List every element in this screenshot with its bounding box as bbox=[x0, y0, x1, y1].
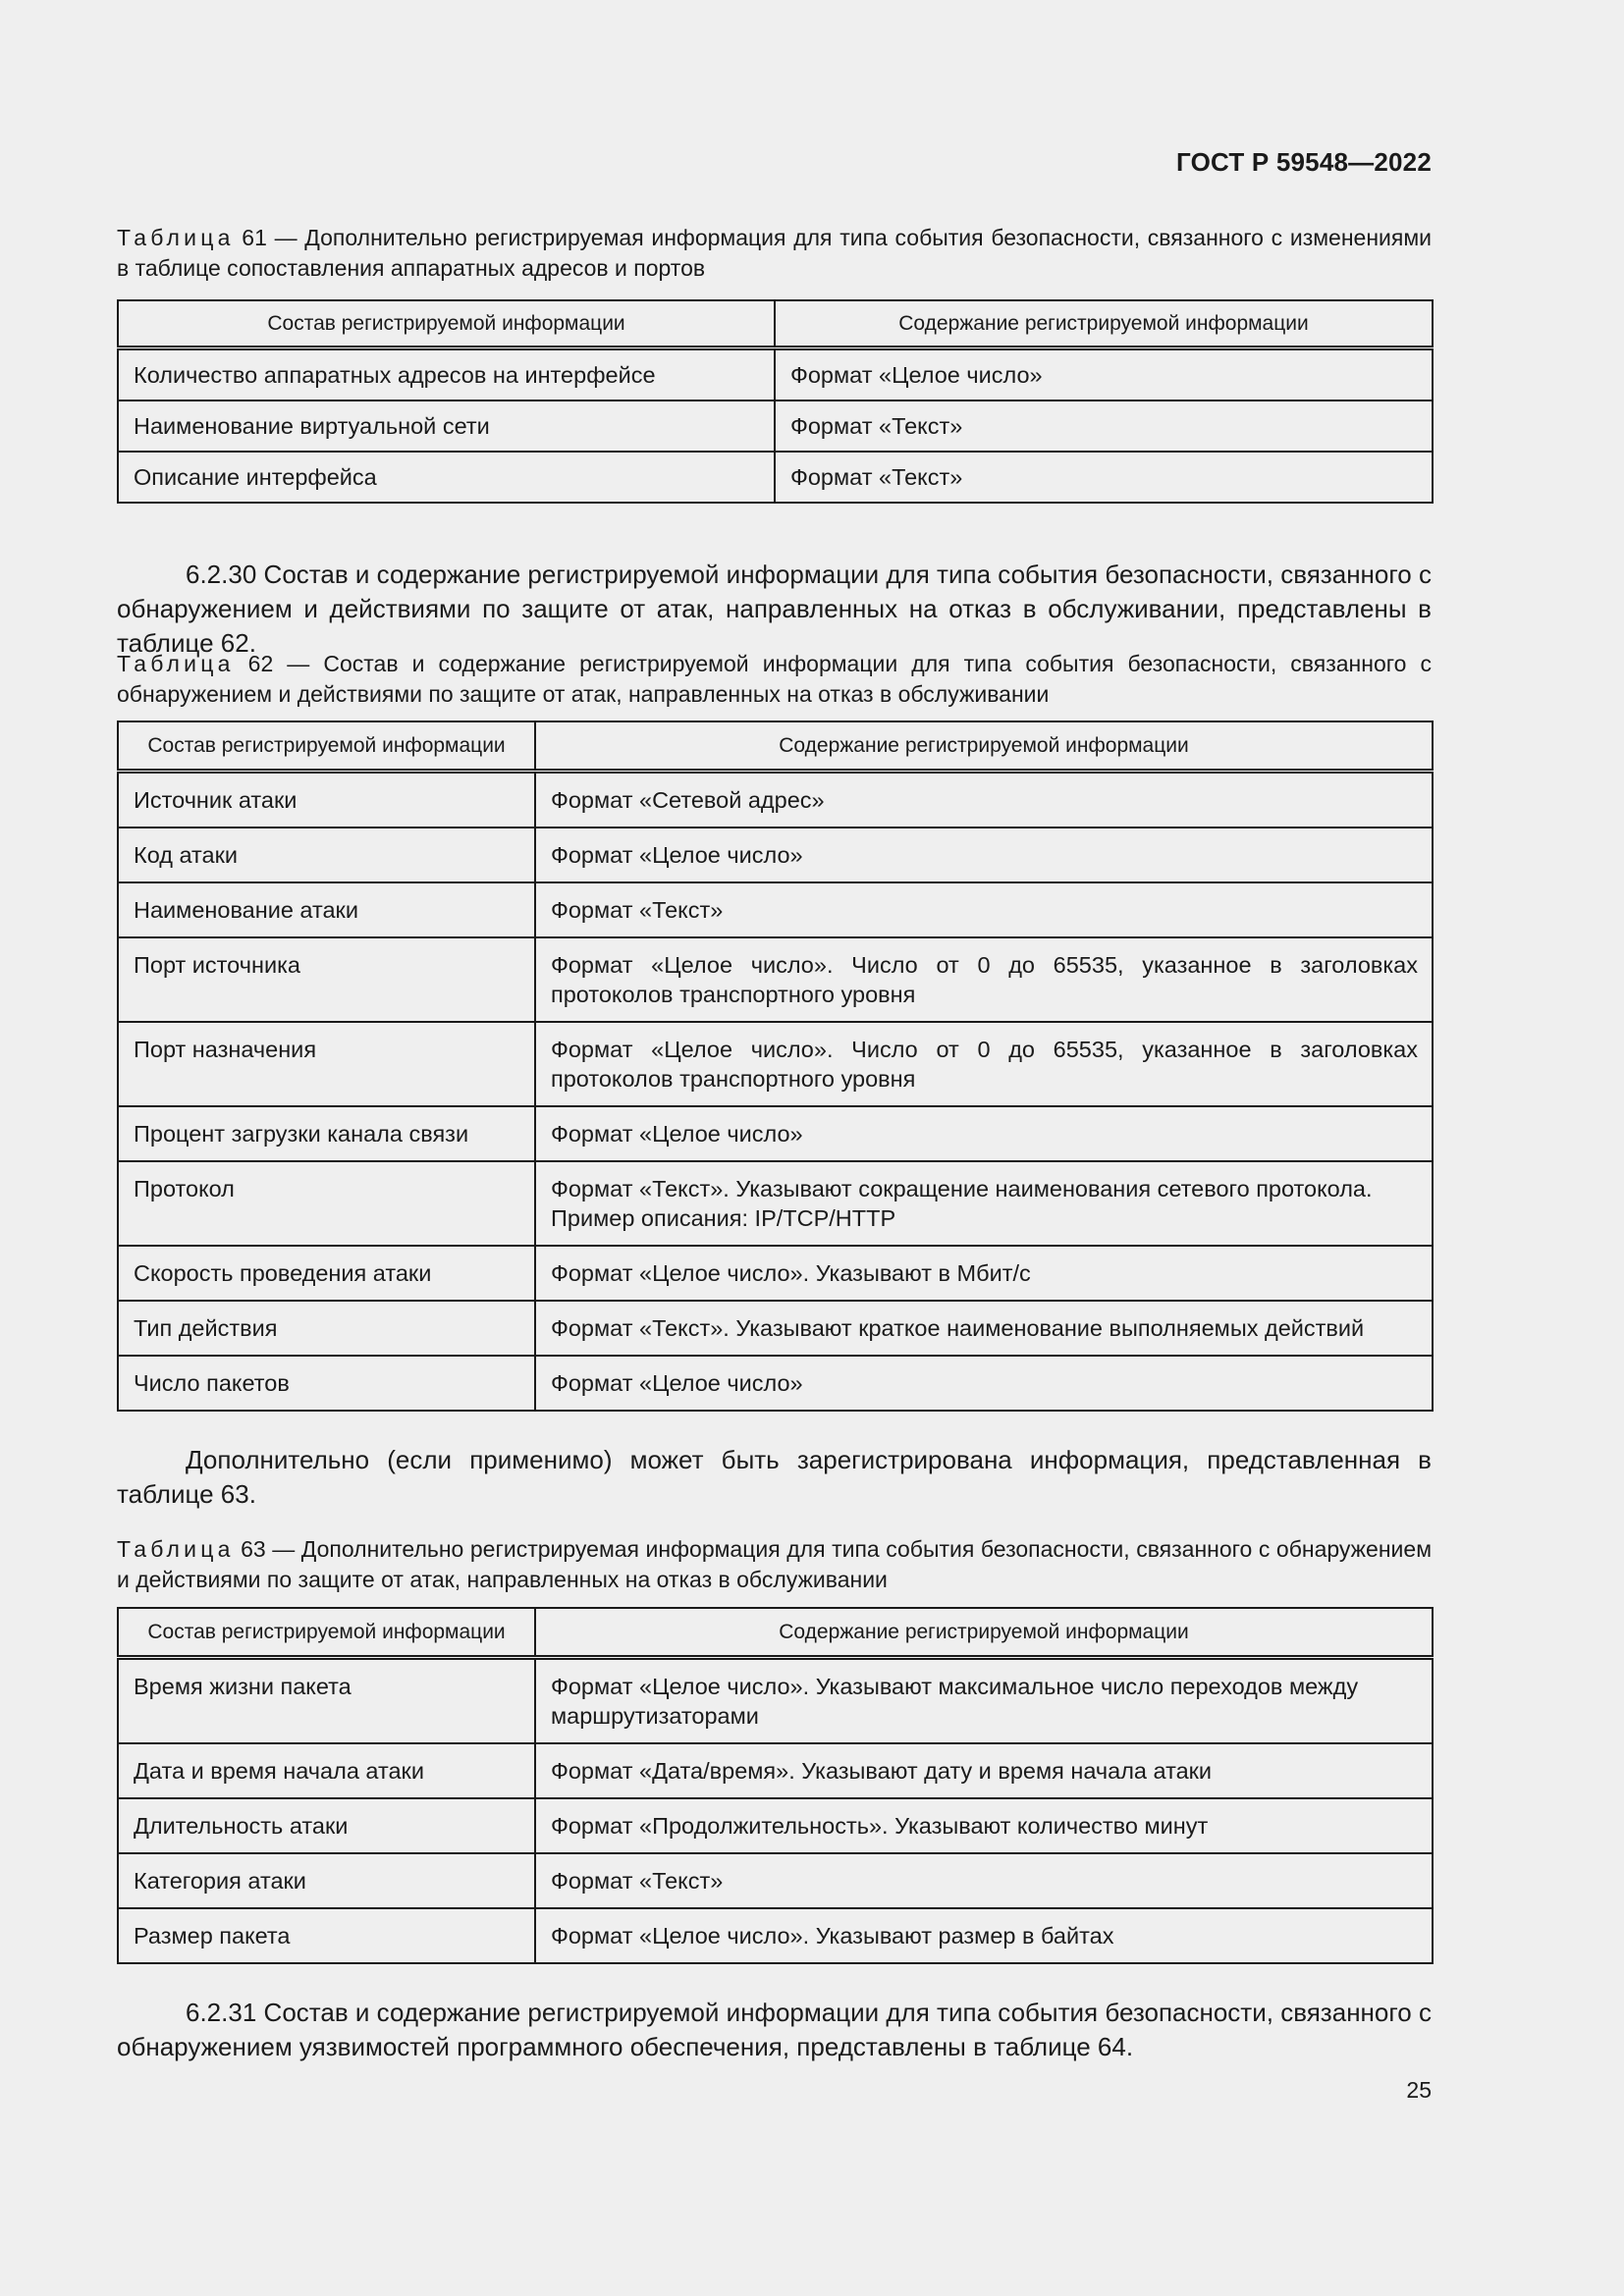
table-61-caption bbox=[117, 223, 1432, 284]
table-cell: Формат «Целое число» bbox=[535, 828, 1433, 882]
table-cell: Тип действия bbox=[118, 1301, 535, 1356]
table-caption-text: 62 — Состав и содержание регистрируемой информации для типа события безопасности, связанного с обнаружением и действиями по защите от атак, направленных на отказ в обслуживании bbox=[117, 651, 1432, 707]
column-header: Содержание регистрируемой информации bbox=[535, 1608, 1433, 1658]
table-cell: Код атаки bbox=[118, 828, 535, 882]
table-cell: Формат «Текст» bbox=[775, 400, 1433, 452]
table-cell: Протокол bbox=[118, 1161, 535, 1246]
table-cell: Формат «Продолжительность». Указывают количество минут bbox=[535, 1798, 1433, 1853]
table-cell: Количество аппаратных адресов на интерфейсе bbox=[118, 348, 775, 401]
table-row bbox=[118, 828, 1433, 882]
table-header-row bbox=[118, 300, 1433, 348]
table-row bbox=[118, 348, 1433, 401]
table-cell: Формат «Целое число» bbox=[535, 1106, 1433, 1161]
table-62-caption bbox=[117, 649, 1432, 710]
table-row bbox=[118, 772, 1433, 828]
document-id-header: ГОСТ Р 59548—2022 bbox=[1176, 147, 1432, 177]
table-row bbox=[118, 400, 1433, 452]
table-row bbox=[118, 1908, 1433, 1963]
column-header: Состав регистрируемой информации bbox=[118, 300, 775, 348]
table-cell: Формат «Целое число». Указывают в Мбит/с bbox=[535, 1246, 1433, 1301]
table-caption-text: 63 — Дополнительно регистрируемая информация для типа события безопасности, связанного с обнаружением и действиями по защите от атак, направленных на отказ в обслуживании bbox=[117, 1536, 1432, 1592]
table-cell: Формат «Текст». Указывают краткое наименование выполняемых действий bbox=[535, 1301, 1433, 1356]
table-cell: Формат «Целое число» bbox=[535, 1356, 1433, 1411]
table-label: Таблица bbox=[117, 651, 235, 676]
table-cell: Формат «Текст» bbox=[535, 1853, 1433, 1908]
table-cell: Формат «Текст». Указывают сокращение наименования сетевого протокола. Пример описания: IP/TCP/HTTP bbox=[535, 1161, 1433, 1246]
table-row bbox=[118, 1106, 1433, 1161]
table-cell: Число пакетов bbox=[118, 1356, 535, 1411]
table-cell: Формат «Дата/время». Указывают дату и время начала атаки bbox=[535, 1743, 1433, 1798]
column-header: Содержание регистрируемой информации bbox=[535, 721, 1433, 772]
page-number: 25 bbox=[1406, 2077, 1432, 2103]
table-cell: Время жизни пакета bbox=[118, 1658, 535, 1744]
table-cell: Описание интерфейса bbox=[118, 452, 775, 503]
table-row bbox=[118, 882, 1433, 937]
table-row bbox=[118, 452, 1433, 503]
table-header-row bbox=[118, 1608, 1433, 1658]
table-cell: Формат «Целое число». Число от 0 до 65535, указанное в заголовках протоколов транспортного уровня bbox=[535, 1022, 1433, 1106]
table-row bbox=[118, 1658, 1433, 1744]
table-row bbox=[118, 1743, 1433, 1798]
table-cell: Порт назначения bbox=[118, 1022, 535, 1106]
table-cell: Формат «Целое число». Указывают размер в байтах bbox=[535, 1908, 1433, 1963]
table-cell: Формат «Сетевой адрес» bbox=[535, 772, 1433, 828]
paragraph-additional: Дополнительно (если применимо) может быть зарегистрирована информация, представленная в таблице 63. bbox=[117, 1445, 1432, 1509]
table-62 bbox=[117, 721, 1434, 1412]
table-row bbox=[118, 1356, 1433, 1411]
column-header: Содержание регистрируемой информации bbox=[775, 300, 1433, 348]
table-cell: Формат «Целое число». Число от 0 до 65535, указанное в заголовках протоколов транспортного уровня bbox=[535, 937, 1433, 1022]
table-row bbox=[118, 937, 1433, 1022]
table-cell: Процент загрузки канала связи bbox=[118, 1106, 535, 1161]
table-cell: Скорость проведения атаки bbox=[118, 1246, 535, 1301]
table-row bbox=[118, 1022, 1433, 1106]
table-63-caption bbox=[117, 1534, 1432, 1595]
table-row bbox=[118, 1161, 1433, 1246]
column-header: Состав регистрируемой информации bbox=[118, 721, 535, 772]
table-cell: Категория атаки bbox=[118, 1853, 535, 1908]
table-row bbox=[118, 1246, 1433, 1301]
table-label: Таблица bbox=[117, 1536, 235, 1562]
paragraph-6-2-31: 6.2.31 Состав и содержание регистрируемой информации для типа события безопасности, связанного с обнаружением уязвимостей программного обеспечения, представлены в таблице 64. bbox=[117, 1998, 1432, 2061]
table-cell: Наименование атаки bbox=[118, 882, 535, 937]
table-cell: Размер пакета bbox=[118, 1908, 535, 1963]
table-row bbox=[118, 1798, 1433, 1853]
table-cell: Формат «Целое число» bbox=[775, 348, 1433, 401]
table-label: Таблица bbox=[117, 225, 235, 250]
table-cell: Формат «Текст» bbox=[535, 882, 1433, 937]
table-cell: Длительность атаки bbox=[118, 1798, 535, 1853]
table-header-row bbox=[118, 721, 1433, 772]
table-cell: Наименование виртуальной сети bbox=[118, 400, 775, 452]
table-63 bbox=[117, 1607, 1434, 1964]
table-cell: Дата и время начала атаки bbox=[118, 1743, 535, 1798]
table-cell: Формат «Целое число». Указывают максимальное число переходов между маршрутизаторами bbox=[535, 1658, 1433, 1744]
table-row bbox=[118, 1301, 1433, 1356]
table-61 bbox=[117, 299, 1434, 504]
column-header: Состав регистрируемой информации bbox=[118, 1608, 535, 1658]
table-row bbox=[118, 1853, 1433, 1908]
table-cell: Формат «Текст» bbox=[775, 452, 1433, 503]
table-cell: Порт источника bbox=[118, 937, 535, 1022]
paragraph-6-2-30: 6.2.30 Состав и содержание регистрируемой информации для типа события безопасности, связанного с обнаружением и действиями по защите от атак, направленных на отказ в обслуживании, представлены в таблице 62. bbox=[117, 560, 1432, 658]
table-cell: Источник атаки bbox=[118, 772, 535, 828]
table-caption-text: 61 — Дополнительно регистрируемая информация для типа события безопасности, связанного с изменениями в таблице сопоставления аппаратных адресов и портов bbox=[117, 225, 1432, 281]
